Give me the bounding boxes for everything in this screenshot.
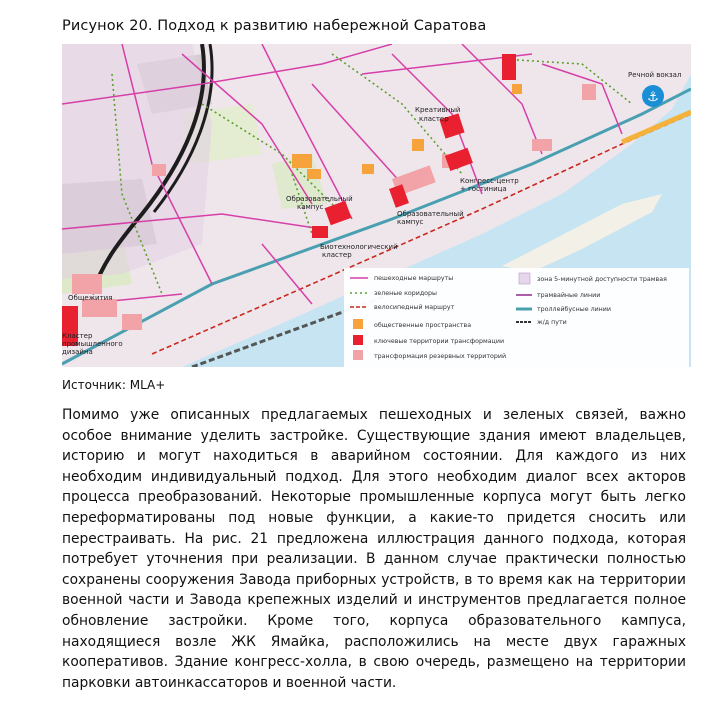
svg-text:кампус: кампус [397, 218, 424, 226]
map-legend [344, 268, 689, 367]
svg-text:зона 5-минутной доступности тр: зона 5-минутной доступности трамвая [537, 276, 667, 283]
waterfront-map [62, 44, 691, 367]
body-paragraph [62, 405, 686, 693]
svg-text:пешеходные маршруты: пешеходные маршруты [374, 275, 454, 282]
svg-text:общественные пространства: общественные пространства [374, 322, 472, 329]
label-river-station: Речной вокзал [628, 71, 682, 79]
svg-text:Образовательный: Образовательный [286, 195, 353, 203]
svg-text:Конгресс-центр: Конгресс-центр [460, 177, 519, 185]
svg-text:трамвайные линии: трамвайные линии [537, 292, 601, 299]
svg-text:Креативный: Креативный [415, 106, 461, 114]
svg-text:зеленые коридоры: зеленые коридоры [374, 290, 438, 297]
svg-text:кластер: кластер [419, 115, 449, 123]
svg-text:промышленного: промышленного [62, 340, 123, 348]
svg-text:ж/д пути: ж/д пути [537, 319, 567, 326]
paragraph-text: Помимо уже описанных предлагаемых пешеходных и зеленых связей, важно особое внимание уделить застройке. Существующие здания имеют владельцев, историю и могут находиться в аварийном состоянии. Для каждого из них необходим индивидуальный подход. Для этого необходим диалог всех акторов процесса преобразований. Некоторые промышленные корпуса могут быть легко переформатированы под новые функции, а какие-то придется сносить или перестраивать. На рис. 21 предложена иллюстрация данного подхода, которая потребует уточнения при реализации. В данном случае практически полностью сохранены сооружения Завода приборных устройств, в то время как на территории военной части и Завода крепежных изделий и инструментов предлагается полное обновление застройки. Кроме того, корпуса образовательного кампуса, находящиеся возле ЖК Ямайка, расположились на месте двух гаражных кооперативов. Здание конгресс-холла, в свою очередь, размещено на территории парковки автоинкассаторов и военной части. [62, 407, 686, 691]
svg-text:трансформация резервных террит: трансформация резервных территорий [374, 353, 507, 360]
svg-text:Кластер: Кластер [62, 332, 93, 340]
svg-text:Общежития: Общежития [68, 294, 113, 302]
svg-text:кампус: кампус [297, 203, 324, 211]
svg-text:Биотехнологический: Биотехнологический [320, 243, 398, 251]
figure-source: Источник: MLA+ [62, 378, 166, 392]
figure-caption: Рисунок 20. Подход к развитию набережной Саратова [62, 18, 487, 34]
svg-text:кластер: кластер [322, 251, 352, 259]
svg-text:Образовательный: Образовательный [397, 210, 464, 218]
svg-text:⚓: ⚓ [647, 90, 659, 105]
svg-text:троллейбусные линии: троллейбусные линии [537, 306, 611, 313]
svg-text:+ гостиница: + гостиница [460, 185, 507, 193]
anchor-icon [642, 85, 664, 107]
svg-text:дизайна: дизайна [62, 348, 93, 356]
svg-text:велосипедный маршрут: велосипедный маршрут [374, 304, 455, 311]
svg-text:ключевые территории трансформа: ключевые территории трансформации [374, 338, 505, 345]
